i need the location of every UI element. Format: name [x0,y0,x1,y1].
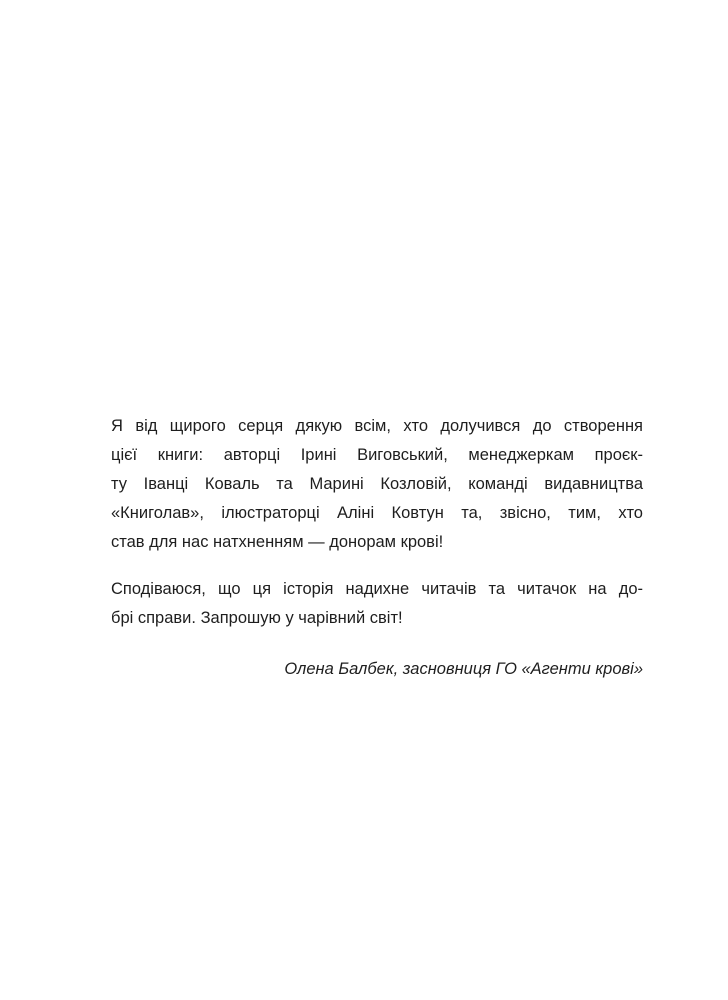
text-line: «Книголав», ілюстраторці Аліні Ковтун та, звісно, тим, хто [111,504,643,522]
text-line: цієї книги: авторці Ірині Виговський, менеджеркам проєк- [111,446,643,464]
text-line: став для нас натхненням — донорам крові! [111,533,444,551]
signature: Олена Балбек, засновниця ГО «Агенти крові» [284,660,643,678]
text-line: брі справи. Запрошую у чарівний світ! [111,609,403,627]
text-line: Сподіваюся, що ця історія надихне читачів та читачок на до- [111,580,643,598]
paragraph-thanks [111,412,643,557]
acknowledgement-text [111,412,643,684]
paragraph-hope [111,575,643,633]
text-line: ту Іванці Коваль та Марині Козловій, команді видавництва [111,475,643,493]
text-line: Я від щирого серця дякую всім, хто долучився до створення [111,417,643,435]
